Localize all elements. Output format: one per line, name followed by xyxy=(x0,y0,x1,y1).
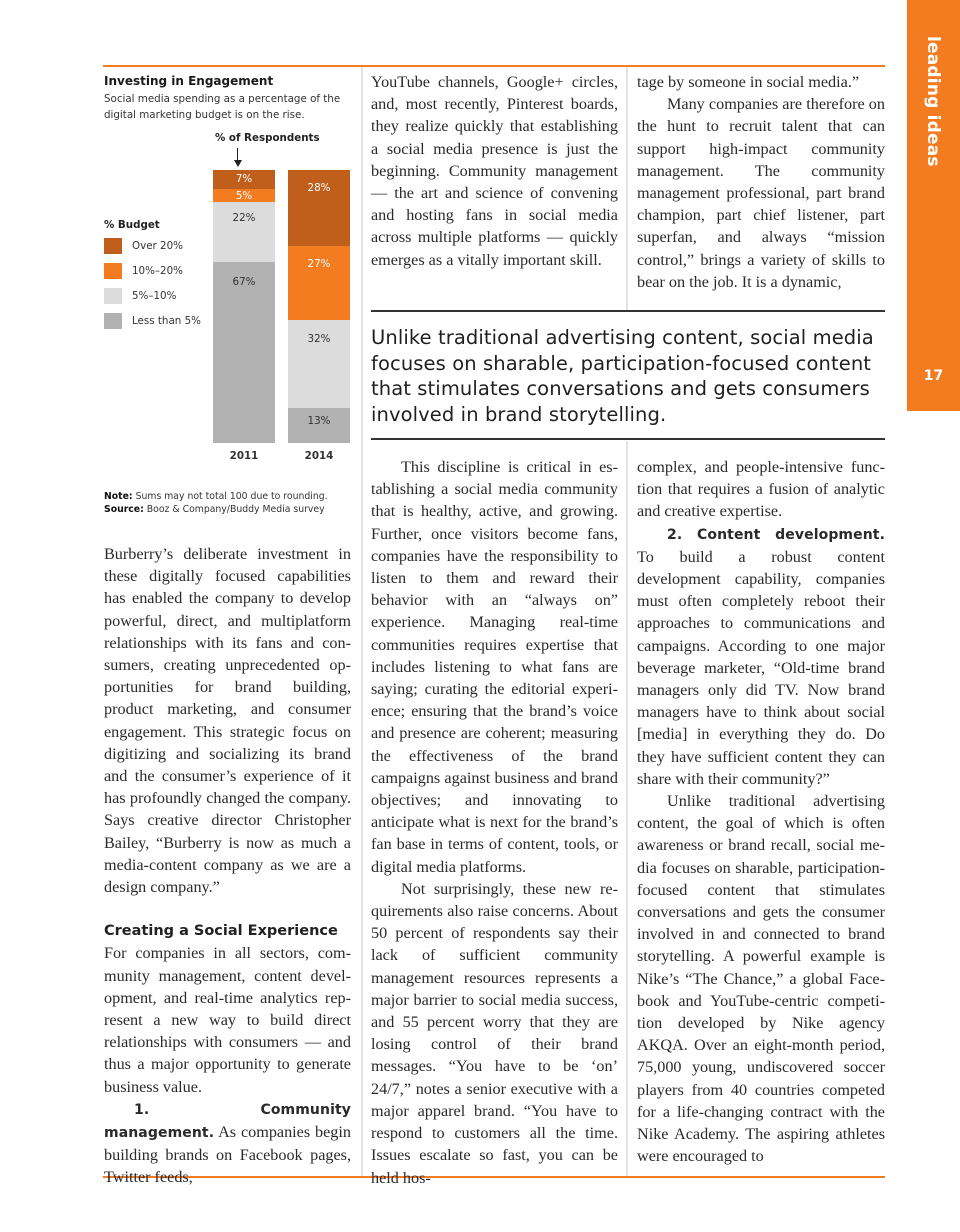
x-tick-label: 2014 xyxy=(304,450,334,462)
legend-label: Less than 5% xyxy=(132,315,201,327)
legend-swatch xyxy=(104,313,122,329)
legend-swatch xyxy=(104,238,122,254)
note-label: Note: xyxy=(104,491,133,502)
body-paragraph xyxy=(637,523,885,790)
bar-segment xyxy=(213,262,275,443)
body-paragraph: complex, and people-intensive function that requires a fusion of analytic and creative expertise. xyxy=(637,458,885,521)
chart-note xyxy=(104,490,328,516)
column-divider-1 xyxy=(361,67,363,1176)
bar-data-label: 67% xyxy=(232,275,256,288)
legend-label: 5%–10% xyxy=(132,290,177,302)
body-paragraph: This discipline is critical in establishing a social media community that is healthy, active, and growing. Further, once visitors become fans, companies have the responsibility to listen to them and reward their behavior with an “always on” experience. Managing real-time communities requires expertise that includes listening to what fans are saying; curating the editorial experience; ensuring that the brand’s voice and presence are coherent; measuring the effectiveness of the brand campaigns against business and brand objectives; and innovating to anticipate what is next for the brand’s fan base in terms of content, tools, or digital media platforms. xyxy=(371,458,618,876)
bar-data-label: 13% xyxy=(307,415,331,428)
source-label: Source: xyxy=(104,504,144,515)
legend-item xyxy=(104,313,201,329)
bar-segment xyxy=(288,246,350,320)
bar-segment xyxy=(288,170,350,246)
body-paragraph: For companies in all sectors, community management, content development, and real-time analytics represent a new way to build direct relationships with consumers — and thus a major opportunity to generate business value. xyxy=(104,944,351,1096)
column-2-top xyxy=(371,71,618,271)
section-label: leading ideas xyxy=(923,36,943,167)
bar-segment xyxy=(288,320,350,407)
body-paragraph: Burberry’s deliberate investment in these digitally focused capabilities has enabled the company to develop powerful, direct, and multiplatform relationships with its fans and consumers, creating unprecedented opportunities for brand building, product marketing, and consumer engagement. This strategic focus on digitizing and socializing its brand and the consumer’s experience of it has profoundly changed the company. Says creative director Christopher Bailey, “Burberry is now as much a media-content company as we are a design company.” xyxy=(104,545,351,897)
top-rule xyxy=(103,65,885,67)
subheading-inline: 1. Community management. xyxy=(104,1101,351,1142)
column-3-bottom xyxy=(637,456,885,1168)
page-number: 17 xyxy=(923,368,944,384)
body-paragraph: YouTube channels, Google+ circles, and, most recently, Pinterest boards, they realize quickly that establishing a social media presence is just the beginning. Community management — the art and science of convening and hosting fans in social media across multiple platforms — quickly emerges as a vitally important skill. xyxy=(371,73,618,269)
note-text: Sums may not total 100 due to rounding. xyxy=(132,491,328,502)
bar-data-label: 5% xyxy=(235,189,253,202)
legend-item xyxy=(104,238,183,254)
paragraph-text: As companies begin building brands on Facebook pages, Twitter feeds, xyxy=(104,1123,351,1187)
body-paragraph: tage by someone in social media.” xyxy=(637,73,860,91)
column-3-top xyxy=(637,71,885,293)
source-text: Booz & Company/Buddy Media survey xyxy=(143,504,325,515)
legend-swatch xyxy=(104,288,122,304)
chart-title: Investing in Engagement xyxy=(104,74,274,88)
bar-data-label: 32% xyxy=(307,332,331,345)
subheading-inline: 2. Content development. xyxy=(667,526,885,543)
bar-segment xyxy=(213,189,275,203)
x-tick-label: 2011 xyxy=(229,450,259,462)
body-paragraph: Many companies are therefore on the hunt to recruit talent that can support high-impact community management. The community management professional, part brand champion, part chief listener, part superfan, and always “mission control,” brings a variety of skills to bear on the job. It is a dynamic, xyxy=(637,95,885,291)
body-paragraph xyxy=(104,1098,351,1189)
bar-data-label: 27% xyxy=(307,257,331,270)
legend-swatch xyxy=(104,263,122,279)
legend-item xyxy=(104,288,176,304)
body-paragraph: Not surprisingly, these new requirements also raise concerns. About 50 percent of respondents say their lack of sufficient community management resources represents a major barrier to social media success, and 55 percent worry that they are losing control of their brand messages. “You have to be ‘on’ 24/7,” notes a senior executive with a major apparel brand. “You have to respond to customers all the time. Issues escalate so fast, you can be held hos- xyxy=(371,879,618,1187)
pullquote-top-rule xyxy=(371,310,885,312)
legend-label: 10%–20% xyxy=(132,265,183,277)
column-2-bottom xyxy=(371,456,618,1189)
bar-data-label: 7% xyxy=(235,173,253,186)
arrow-head-icon xyxy=(234,160,242,167)
body-paragraph: Unlike traditional advertising content, the goal of which is often awareness or brand recall, social media focuses on sharable, participation-focused content that stimulates conversations and gets the consumer involved in and connected to brand storytelling. A powerful example is Nike’s “The Chance,” a global Facebook and YouTube-centric competition developed by Nike agency AKQA. Over an eight-month period, 75,000 young, undiscovered soccer players from 40 countries competed for a life-changing contract with the Nike Academy. The aspiring athletes were encouraged to xyxy=(637,792,885,1166)
legend-title: % Budget xyxy=(104,219,160,231)
pullquote-bottom-rule xyxy=(371,438,885,440)
column-1 xyxy=(104,543,351,1189)
paragraph-text: To build a robust content development capability, companies must often completely reboot their approaches to communications and campaigns. According to one major beverage marketer, “Old-time brand managers only did TV. Now brand managers have to think about social [media] in everything they do. Do they have sufficient content they can share with their community?” xyxy=(637,547,885,788)
legend-label: Over 20% xyxy=(132,240,183,252)
bar-data-label: 28% xyxy=(307,181,331,194)
bar-segment xyxy=(213,202,275,261)
pull-quote: Unlike traditional advertising content, social media focuses on sharable, participation-focused content that stimulates conversations and gets consumers involved in brand storytelling. xyxy=(371,326,874,426)
column-divider-2-top xyxy=(626,67,628,311)
bar-segment xyxy=(213,170,275,189)
y-axis-label: % of Respondents xyxy=(215,132,320,144)
legend-item xyxy=(104,263,183,279)
section-heading: Creating a Social Experience xyxy=(104,923,338,940)
bar-segment xyxy=(288,408,350,443)
bar-data-label: 22% xyxy=(232,212,256,225)
column-divider-2-bottom xyxy=(626,441,628,1176)
chart-subtitle: Social media spending as a percentage of the digital marketing budget is on the rise. xyxy=(104,93,341,121)
